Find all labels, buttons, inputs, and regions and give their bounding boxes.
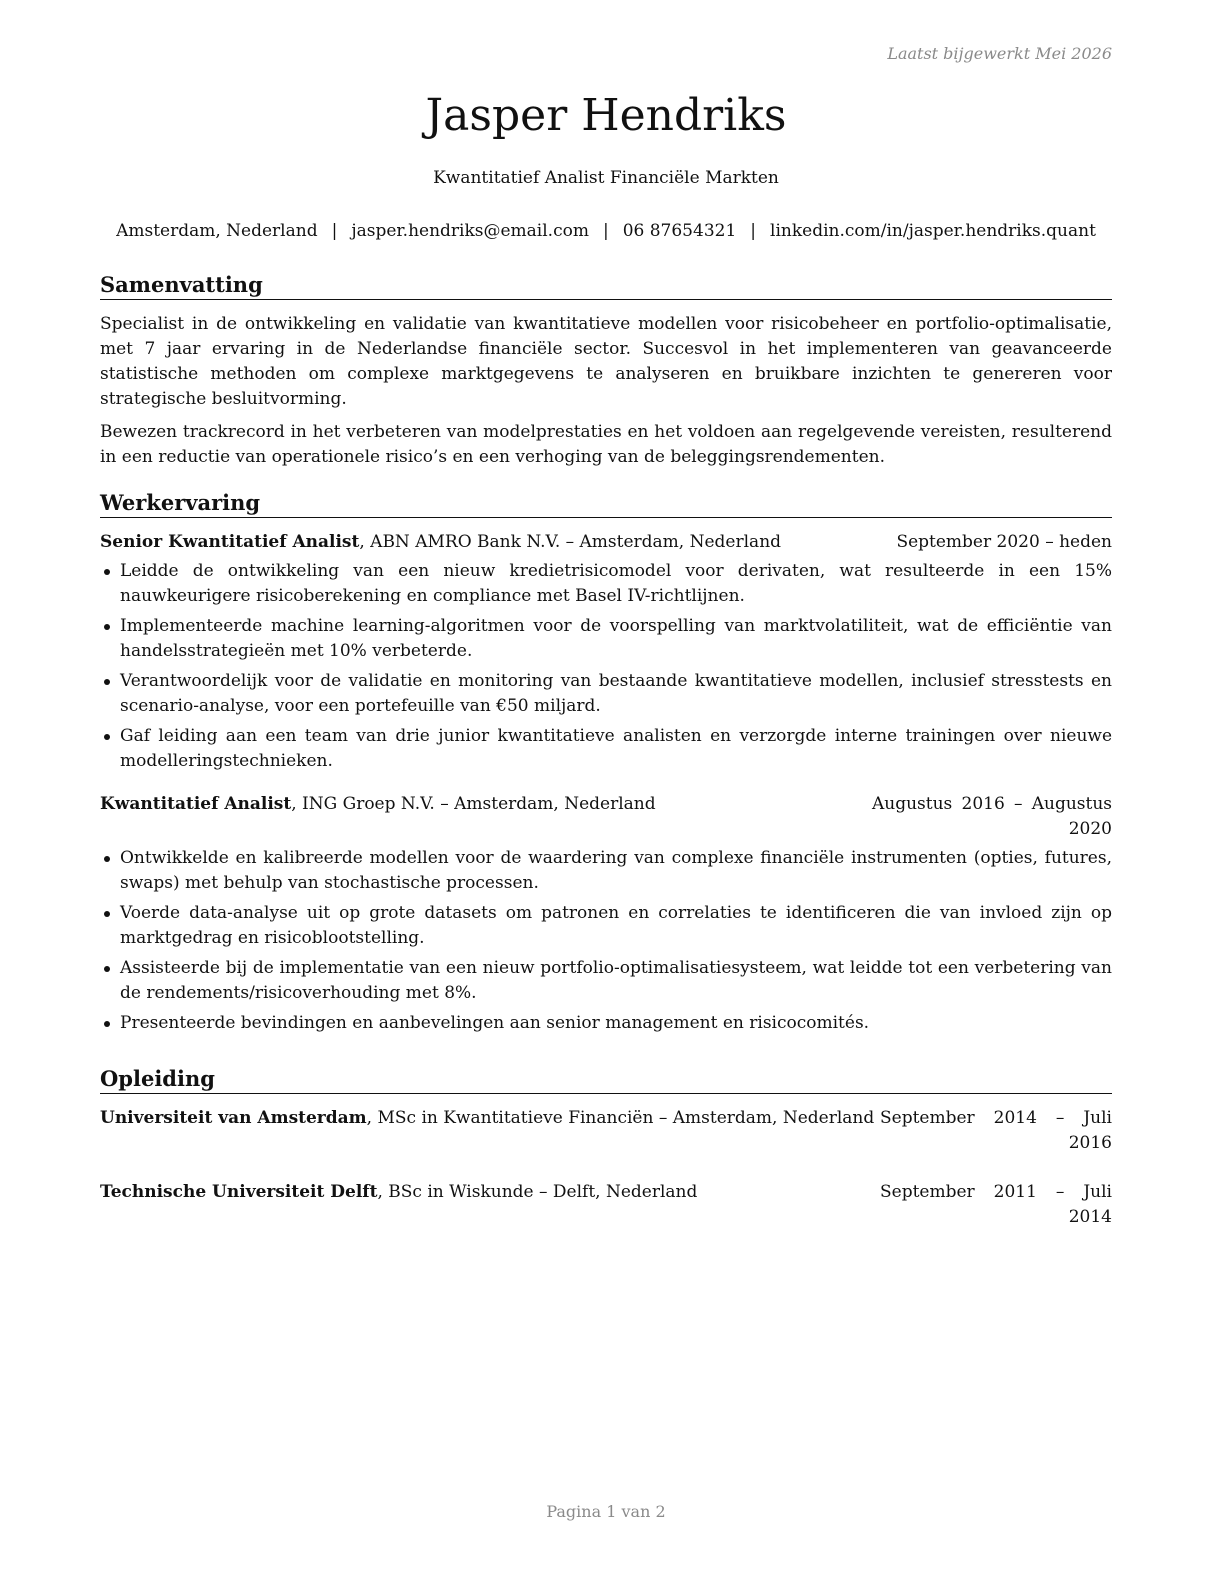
list-item: Verantwoordelijk voor de validatie en monitoring van bestaande kwantitatieve modellen, inclusief stresstests en scenario-analyse, voor een portefeuille van €50 miljard. <box>100 669 1112 719</box>
contact-email[interactable]: jasper.hendriks@email.com <box>351 221 589 241</box>
experience-heading: Werkervaring <box>100 489 1112 518</box>
job-entry <box>100 792 1112 1036</box>
job-role: Senior Kwantitatief Analist <box>100 532 360 552</box>
education-school: Universiteit van Amsterdam <box>100 1108 367 1128</box>
bullet-icon <box>104 679 110 685</box>
candidate-name: Jasper Hendriks <box>425 90 787 141</box>
list-item: Gaf leiding aan een team van drie junior kwantitatieve analisten en verzorgde interne trainingen over nieuwe modelleringstechnieken. <box>100 724 1112 774</box>
education-school: Technische Universiteit Delft <box>100 1182 378 1202</box>
job-employer: , ING Groep N.V. – Amsterdam, Nederland <box>291 794 656 814</box>
job-period: Augustus 2016 – Augustus 2020 <box>872 794 1112 839</box>
job-header <box>100 530 1112 555</box>
bullet-icon <box>104 911 110 917</box>
resume-page <box>100 0 1112 1584</box>
list-item: Presenteerde bevindingen en aanbevelingen aan senior management en risicocomités. <box>100 1011 1112 1036</box>
summary-heading: Samenvatting <box>100 271 1112 300</box>
candidate-subtitle: Kwantitatief Analist Financiële Markten <box>433 168 779 188</box>
education-period: September 2011 – Juli 2014 <box>880 1182 1112 1227</box>
education-detail: , MSc in Kwantitatieve Financiën – Amsterdam, Nederland <box>366 1108 875 1128</box>
page-number: Pagina 1 van 2 <box>546 1502 666 1521</box>
summary-paragraph: Bewezen trackrecord in het verbeteren van modelprestaties en het voldoen aan regelgevende vereisten, resulterend in een reductie van operationele risico’s en een verhoging van de beleggingsrendementen. <box>100 422 1112 467</box>
list-item: Ontwikkelde en kalibreerde modellen voor de waardering van complexe financiële instrumenten (opties, futures, swaps) met behulp van stochastische processen. <box>100 846 1112 896</box>
list-item: Assisteerde bij de implementatie van een nieuw portfolio-optimalisatiesysteem, wat leidde tot een verbetering van de rendements/risicoverhouding met 8%. <box>100 956 1112 1006</box>
contact-linkedin[interactable]: linkedin.com/in/jasper.hendriks.quant <box>770 221 1096 241</box>
bullet-icon <box>104 966 110 972</box>
bullet-icon <box>104 1021 110 1027</box>
bullet-icon <box>104 624 110 630</box>
summary-paragraph: Specialist in de ontwikkeling en validatie van kwantitatieve modellen voor risicobeheer en portfolio-optimalisatie, met 7 jaar ervaring in de Nederlandse financiële sector. Succesvol in het implementeren van geavanceerde statistische methoden om complexe marktgegevens te analyseren en bruikbare inzichten te genereren voor strategische besluitvorming. <box>100 314 1112 409</box>
list-item: Implementeerde machine learning-algoritmen voor de voorspelling van marktvolatiliteit, wat de efficiëntie van handelsstrategieën met 10% verbeterde. <box>100 614 1112 664</box>
job-entry <box>100 530 1112 774</box>
contact-separator: | <box>331 221 338 241</box>
job-employer: , ABN AMRO Bank N.V. – Amsterdam, Nederland <box>359 532 782 552</box>
education-section <box>100 1065 1112 1230</box>
job-period: September 2020 – heden <box>896 532 1112 552</box>
education-entry <box>100 1180 1112 1230</box>
contact-location: Amsterdam, Nederland <box>116 221 318 241</box>
experience-section <box>100 489 1112 1041</box>
job-bullets <box>100 846 1112 1036</box>
bullet-icon <box>104 856 110 862</box>
list-item: Leidde de ontwikkeling van een nieuw kredietrisicomodel voor derivaten, wat resulteerde in een 15% nauwkeurigere risicoberekening en compliance met Basel IV-richtlijnen. <box>100 559 1112 609</box>
job-header <box>100 792 1112 842</box>
bullet-icon <box>104 734 110 740</box>
education-detail: , BSc in Wiskunde – Delft, Nederland <box>377 1182 698 1202</box>
contact-separator: | <box>750 221 757 241</box>
last-updated-note: Laatst bijgewerkt Mei 2026 <box>887 44 1112 63</box>
bullet-icon <box>104 569 110 575</box>
contact-line <box>90 219 1122 243</box>
education-heading: Opleiding <box>100 1065 1112 1094</box>
job-bullets <box>100 559 1112 774</box>
contact-phone[interactable]: 06 87654321 <box>622 221 737 241</box>
contact-separator: | <box>602 221 609 241</box>
job-role: Kwantitatief Analist <box>100 794 292 814</box>
education-entry <box>100 1106 1112 1156</box>
education-period: September 2014 – Juli 2016 <box>880 1108 1112 1153</box>
list-item: Voerde data-analyse uit op grote datasets om patronen en correlaties te identificeren die van invloed zijn op marktgedrag en risicoblootstelling. <box>100 901 1112 951</box>
summary-section <box>100 271 1112 478</box>
